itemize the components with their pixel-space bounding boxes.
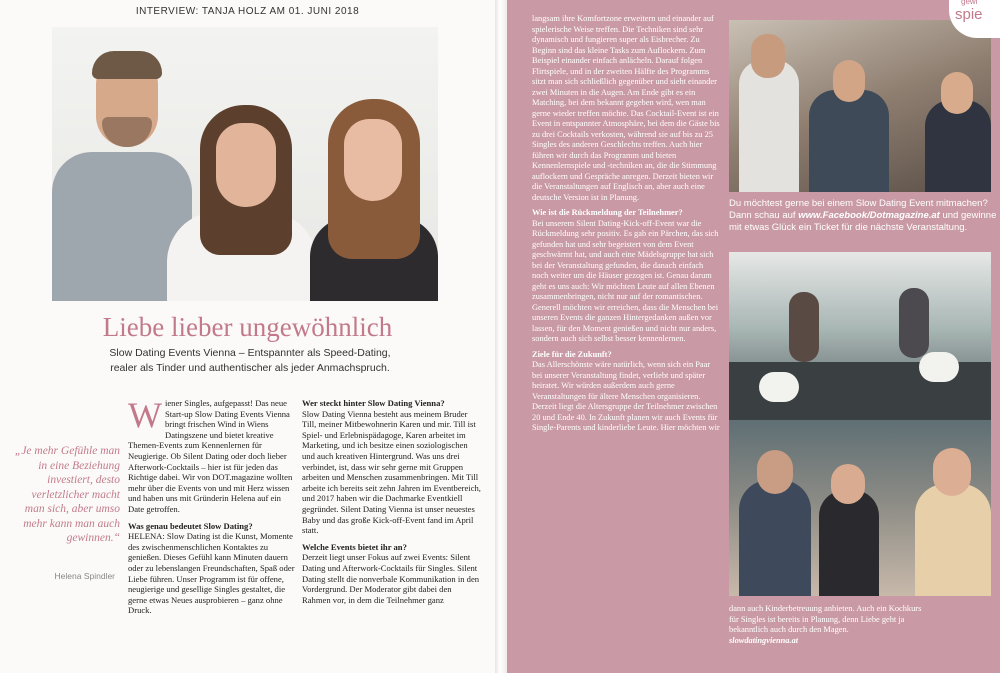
person-man-hair (92, 51, 162, 79)
person-woman-center-head (216, 123, 276, 207)
interview-header: INTERVIEW: TANJA HOLZ AM 01. JUNI 2018 (135, 6, 360, 17)
article-subtitle: Slow Dating Events Vienna – Entspannter als Speed-Dating, realer als Tinder und authentischer als jeder Anmachspruch. (109, 347, 391, 374)
answer-paragraph: langsam ihre Komfortzone erweitern und einander auf spielerische Weise treffen. Die Techniken sind sehr dynamisch und fungieren super als Eisbrecher. Zu Beginn sind das kleine Tasks zum Auflockern. Zum Beispiel einander einfach anlächeln. Darauf folgen Flirtspiele, und in der zweiten Hälfte des Programms sitzt man sich schließlich gegenüber und sieht einander zwei Minuten in die Augen. Am Ende gibt es ein Matching, bei dem bekannt gegeben wird, wen man gerne wieder treffen möchte. Das Cocktail-Event ist ein Event in entspannter Atmosphäre, bei dem die Gäste bis zu drei Cocktails verkosten, während sie auf bis zu 25 Singles des anderen Geschlechts treffen. Auch hier führen wir durch das Programm und bieten Kennenlernspiele und -techniken an, die die Stimmung auflockern und Gespräche anregen. Derzeit bieten wir die Veranstaltungen auf Englisch an, aber auch eine deutsche Version ist in Planung. (532, 14, 720, 202)
pull-quote: „Je mehr Gefühle man in eine Beziehung investiert, desto verletzlicher macht man sich, aber umso mehr kann man auch gewinnen.“ (14, 445, 120, 544)
page-gutter (495, 0, 507, 673)
caption-facebook-link[interactable]: www.Facebook/Dotmagazine.at (798, 210, 940, 221)
dropcap: W (128, 398, 162, 435)
question-heading: Wie ist die Rückmeldung der Teilnehmer? (532, 208, 683, 217)
person-man-beard (102, 117, 152, 147)
caption-text-pre: Du möchtest gerne bei einem Slow Dating Event mitmachen? Dann schau auf (729, 198, 988, 221)
caption-text-post: und gewinne mit etwas Glück ein Ticket für die nächste Veranstaltung. (729, 210, 997, 233)
answer-paragraph: HELENA: Slow Dating ist die Kunst, Momente des zwischenmenschlichen Kontaktes zu genießen. Dieses Gefühl kann Minuten dauern oder zu lebenslangen Freundschaften, Spaß oder Liebe führen. Unser Programm ist für offene, neugierige und gesellige Singles gestaltet, die gerne etwas Neues ausprobieren – ganz ohne Druck. (128, 531, 295, 616)
right-text-column (532, 14, 720, 669)
right-page (507, 0, 1000, 673)
left-page (0, 0, 495, 673)
answer-paragraph: Bei unserem Silent Dating-Kick-off-Event war die Rückmeldung sehr positiv. Es gab ein Pärchen, das sich gefunden hat und sehr begeistert von dem Event geschwärmt hat, und auch eine Mädelsgruppe hat sich bei der Veranstaltung gefunden, die danach einfach noch weiter um die Häuser gezogen ist. Genau darum geht es uns auch: Wir möchten Leute auf allen Ebenen zusammenbringen, nicht nur auf der romantischen. Generell möchten wir erreichen, dass die Menschen bei unseren Events die ganzen Hintergedanken außen vor lassen, für den Moment genießen und nicht nur anders, sondern auch sich selbst besser kennenlernen. (532, 218, 719, 343)
question-heading: Welche Events bietet ihr an? (302, 541, 407, 552)
photo-caption (729, 198, 1000, 234)
founders-photo (52, 27, 438, 301)
badge-text-large: spie (955, 6, 983, 23)
bottom-paragraph: dann auch Kinderbetreuung anbieten. Auch ein Kochkurs für Singles ist bereits in Planung, denn Liebe geht ja bekanntlich auch durch den Magen. (729, 604, 922, 634)
article-column-2 (302, 398, 482, 668)
question-heading: Was genau bedeutet Slow Dating? (128, 520, 253, 531)
question-heading: Wer steckt hinter Slow Dating Vienna? (302, 398, 445, 408)
answer-paragraph: Slow Dating Vienna besteht aus meinem Bruder Till, meiner Mitbewohnerin Karen und mir. Till ist Spiel- und Erlebnispädagoge, Karen arbeitet im Marketing, und ich besitze einen soziologischen und auch kreativen Hintergrund. Was uns drei verbindet, ist, dass wir sehr gerne mit Gruppen arbeiten und Menschen zusammenbringen. Mit Till arbeite ich bereits seit zehn Jahren im Eventbereich, und 2017 haben wir die Dachmarke Eventkiell gegründet. Silent Dating Vienna ist unser neuestes Baby und das große Kick-off-Event fand im April statt. (302, 408, 481, 536)
question-heading: Ziele für die Zukunft? (532, 349, 612, 359)
event-photo-2 (729, 252, 991, 420)
answer-paragraph: Derzeit liegt unser Fokus auf zwei Events: Silent Dating und Afterwork-Cocktails für Singles. Silent Dating stellt die nonverbale Kommunikation in den Vordergrund. Der Moderator gibt dabei den Rahmen vor, in dem die Teilnehmer ganz (302, 552, 480, 605)
website-link[interactable]: slowdatingvienna.at (729, 635, 799, 645)
event-photo-3 (729, 420, 991, 596)
intro-paragraph: iener Singles, aufgepasst! Das neue Start-up Slow Dating Events Vienna bringt frischen Wind in Wiens Datingszene und bietet kreative Themen-Events zum Kennenlernen für Neugierige. Ob Silent Dating oder doch lieber Afterwork-Cocktails – hier ist für jeden das Richtige dabei. Wir von DOT.magazine wollten mehr über die Events von und mit Herz wissen und haben uns mit Gründerin Helena auf ein Date getroffen. (128, 398, 293, 514)
event-photo-1 (729, 20, 991, 192)
person-woman-right-head (344, 119, 402, 201)
answer-paragraph: Das Allerschönste wäre natürlich, wenn sich ein Paar bei unserer Veranstaltung findet, verliebt und später heiratet. Wir würden außerdem auch gerne Veranstaltungen für ältere Menschen organisieren. Derzeit liegt die Altersgruppe der Teilnehmer zwischen 20 und Ende 40. In Zukunft planen wir auch Events für Single-Parents und kinderliebe Leute. Hier möchten wir (532, 360, 720, 432)
article-title: Liebe lieber ungewöhnlich (102, 312, 393, 342)
pull-quote-author: Helena Spindler (54, 571, 115, 581)
article-column-1 (128, 398, 298, 668)
badge-text-small: gewi (961, 0, 978, 6)
right-bottom-text (729, 604, 929, 646)
